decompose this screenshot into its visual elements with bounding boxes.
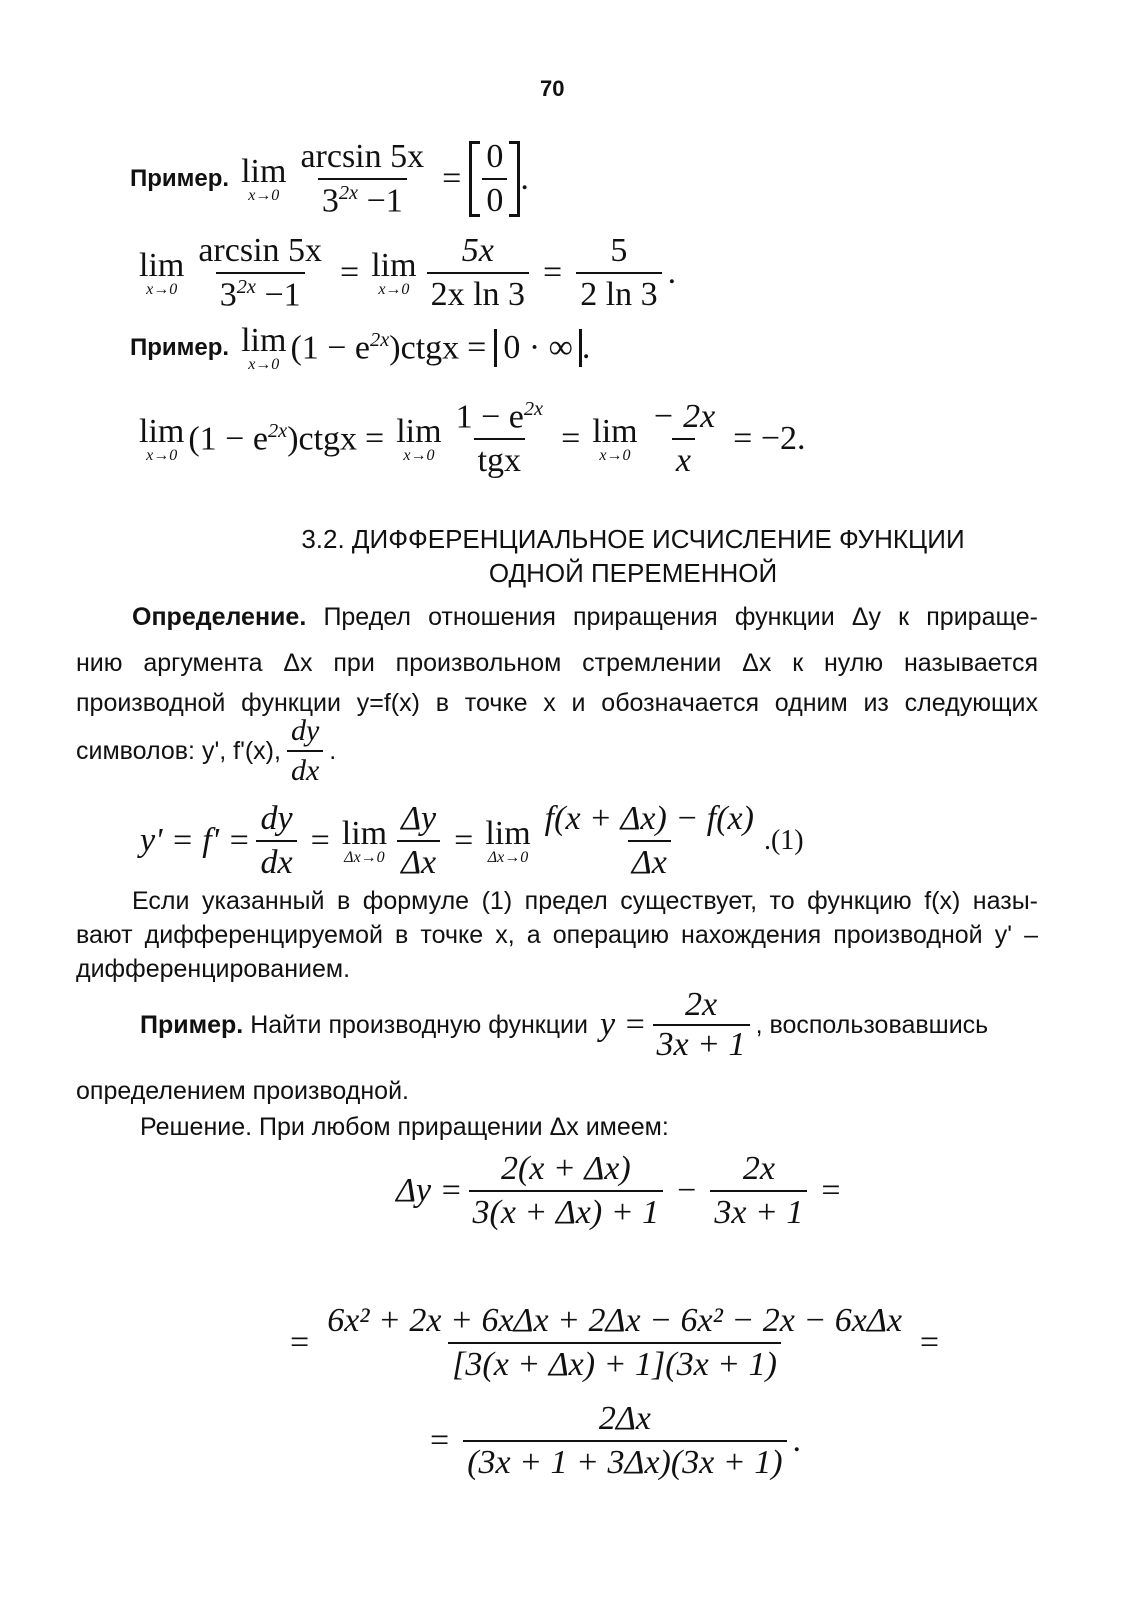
solution-intro: Решение. При любом приращении Δx имеем: [140,1113,669,1141]
limit-operator: lim x→0 [241,153,287,205]
page-number: 70 [540,76,565,101]
example-1: Пример. lim x→0 $\frac{\arcsin 5x}{3^{2x} -1}$ = $\frac{0}{0}$ . [130,138,529,220]
section-title [0,522,1126,590]
definition-symbols: символов: y', f'(x), $\frac{dy}{dx}$ . [76,714,337,787]
fraction: $\frac{5}{2 \ln 3}$ [576,232,661,314]
example-label: Пример. [140,1011,244,1039]
fraction: $\frac{\arcsin 5x}{3^{2x} -1}$ [198,232,323,314]
example-2: Пример. lim x→0 $(1 - e^{2x})ctgx$ = 0 · ∞ . [130,322,591,373]
derivative-formula: y' = f' = $\frac{dy}{dx}$ = lim Δx→0 $\frac{\Delta y}{\Delta x}$ = lim Δx→0 $\frac{f(x + \Delta x) - f(x)}{\Delta x}$ .(1) [140,800,804,881]
fraction: $\frac{2x}{3x + 1}$ [653,988,750,1062]
paragraph-differentiable: Если указанный в формуле (1) предел существует, то функцию f(x) назы- вают дифференцируемой в точке x, а операцию нахождения производной y' – дифференцированием. [76,887,1038,983]
fraction: $\frac{\Delta y}{\Delta x}$ [397,800,440,882]
fraction: $\frac{- 2x}{x}$ [651,398,716,480]
example-label: Пример. [130,165,230,193]
example-3: Пример. Найти производную функции y = $\frac{2x}{3x + 1}$ , воспользовавшись [140,986,989,1063]
section-title-line-1: 3.2. ДИФФЕРЕНЦИАЛЬНОЕ ИСЧИСЛЕНИЕ ФУНКЦИИ [301,524,965,554]
indeterminate-bracket: $\frac{0}{0}$ [469,138,520,220]
indeterminate-bracket: 0 · ∞ [494,329,582,367]
example-2-solution: lim x→0 $(1 - e^{2x})ctgx$ = lim x→0 $\frac{1 - e^{2x}}{\text{tgx}}$ = lim x→0 $\frac{- 2x}{x}$ = −2. [139,398,806,480]
limit-operator: lim x→0 [371,247,417,299]
section-title-line-2: ОДНОЙ ПЕРЕМЕННОЙ [488,558,778,588]
fraction: $\frac{5x}{\text{2x ln 3}}$ [427,232,529,314]
fraction: $\frac{f(x + \Delta x) - f(x)}{\Delta x}$ [544,800,754,881]
limit-operator: lim x→0 [139,413,185,465]
fraction: $\frac{\text{6x² + 2x + 6xΔx + 2Δx − 6x² − 2x − 6xΔx}}{[3(x + \Delta x) + 1](3x + 1)}$ [327,1302,902,1383]
solution-formula-3: = $\frac{2\Delta x}{(3x + 1 + 3\Delta x)(3x + 1)}$ . [430,1400,802,1481]
limit-operator: lim x→0 [592,413,638,465]
fraction: $\frac{2\Delta x}{(3x + 1 + 3\Delta x)(3x + 1)}$ [463,1400,786,1482]
fraction: $\frac{\arcsin 5x}{3^{2x} -1}$ [300,138,425,220]
limit-operator: lim Δx→0 [341,815,388,866]
solution-formula-1: Δy = $\frac{2(x + \Delta x)}{3(x + \Delta x) + 1}$ − $\frac{2x}{3x + 1}$ = [396,1150,841,1231]
limit-operator: lim x→0 [139,247,185,299]
fraction: $\frac{dy}{dx}$ [256,800,296,882]
limit-operator: lim x→0 [396,413,442,465]
limit-operator: lim Δx→0 [485,815,531,866]
formula-label: .(1) [763,825,804,856]
definition-paragraph: Определение. Предел отношения приращения функции Δy к прираще- нию аргумента Δx при произвольном стремлении Δx к нулю называется производной функции y=f(x) в точке x и обозначается одним из следующих [76,603,1038,717]
solution-formula-2: = $\frac{\text{6x² + 2x + 6xΔx + 2Δx − 6x² − 2x − 6xΔx}}{[3(x + \Delta x) + 1](3x + 1)}$ = [290,1302,940,1383]
limit-operator: lim x→0 [241,322,287,373]
definition-label: Определение. [132,603,307,631]
example-label: Пример. [130,334,230,361]
fraction: $\frac{2(x + \Delta x)}{3(x + \Delta x) + 1}$ [469,1150,664,1232]
example-3-line-2: определением производной. [76,1077,409,1105]
fraction: $\frac{2x}{3x + 1}$ [710,1150,807,1232]
fraction: $\frac{1 - e^{2x}}{\text{tgx}}$ [455,398,544,480]
example-1-solution: lim x→0 $\frac{\arcsin 5x}{3^{2x} -1}$ = lim x→0 $\frac{5x}{\text{2x ln 3}}$ = $\frac{5}{2 \ln 3}$ . [139,232,677,314]
